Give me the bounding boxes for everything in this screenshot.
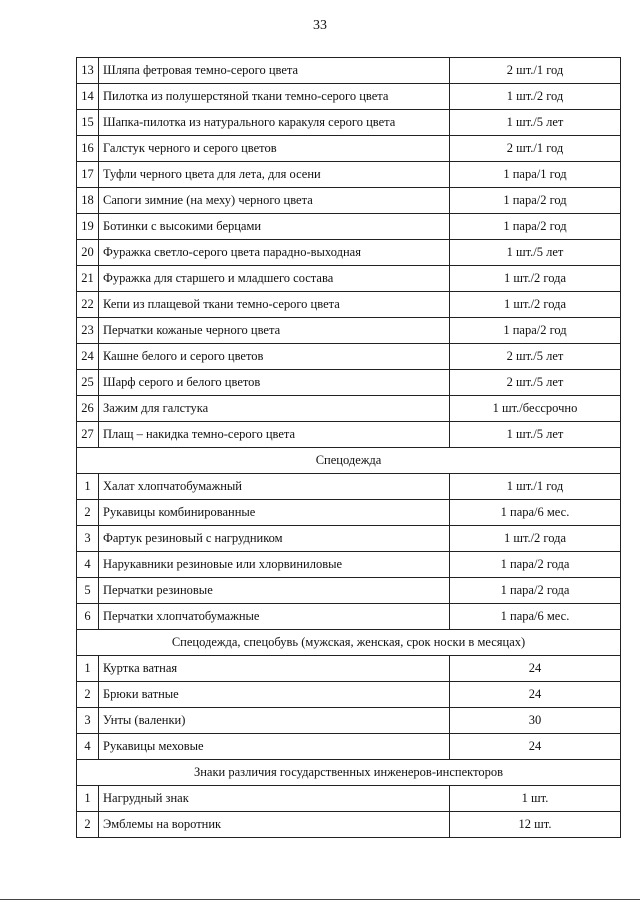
table-row <box>77 84 621 110</box>
item-quantity-term: 2 шт./5 лет <box>450 370 621 396</box>
item-name: Нарукавники резиновые или хлорвиниловые <box>99 552 450 578</box>
section-header-row <box>77 448 621 474</box>
table-row <box>77 136 621 162</box>
item-name: Халат хлопчатобумажный <box>99 474 450 500</box>
item-quantity-term: 1 пара/2 год <box>450 214 621 240</box>
item-name: Шапка-пилотка из натурального каракуля серого цвета <box>99 110 450 136</box>
table-row <box>77 500 621 526</box>
table-row <box>77 214 621 240</box>
item-quantity-term: 1 шт./5 лет <box>450 110 621 136</box>
row-number: 1 <box>77 474 99 500</box>
item-name: Куртка ватная <box>99 656 450 682</box>
table-row <box>77 734 621 760</box>
row-number: 3 <box>77 708 99 734</box>
item-name: Брюки ватные <box>99 682 450 708</box>
item-quantity-term: 1 шт./1 год <box>450 474 621 500</box>
row-number: 2 <box>77 500 99 526</box>
row-number: 4 <box>77 734 99 760</box>
item-quantity-term: 24 <box>450 682 621 708</box>
item-name: Эмблемы на воротник <box>99 812 450 838</box>
item-quantity-term: 1 пара/2 года <box>450 578 621 604</box>
section-title: Знаки различия государственных инженеров-инспекторов <box>77 760 621 786</box>
item-quantity-term: 24 <box>450 734 621 760</box>
row-number: 24 <box>77 344 99 370</box>
item-quantity-term: 1 шт./5 лет <box>450 240 621 266</box>
row-number: 2 <box>77 682 99 708</box>
table-row <box>77 266 621 292</box>
table-row <box>77 344 621 370</box>
table-row <box>77 240 621 266</box>
section-title: Спецодежда <box>77 448 621 474</box>
item-name: Фартук резиновый с нагрудником <box>99 526 450 552</box>
row-number: 16 <box>77 136 99 162</box>
row-number: 5 <box>77 578 99 604</box>
section-header-row <box>77 630 621 656</box>
row-number: 14 <box>77 84 99 110</box>
row-number: 20 <box>77 240 99 266</box>
item-name: Ботинки с высокими берцами <box>99 214 450 240</box>
page-number: 33 <box>313 18 327 33</box>
row-number: 26 <box>77 396 99 422</box>
table-row <box>77 292 621 318</box>
row-number: 13 <box>77 58 99 84</box>
item-name: Туфли черного цвета для лета, для осени <box>99 162 450 188</box>
item-name: Пилотка из полушерстяной ткани темно-серого цвета <box>99 84 450 110</box>
item-name: Перчатки кожаные черного цвета <box>99 318 450 344</box>
table-row <box>77 396 621 422</box>
table-row <box>77 656 621 682</box>
row-number: 3 <box>77 526 99 552</box>
uniform-norms-table <box>76 57 621 838</box>
item-quantity-term: 1 пара/1 год <box>450 162 621 188</box>
row-number: 1 <box>77 786 99 812</box>
item-quantity-term: 1 шт./бессрочно <box>450 396 621 422</box>
item-name: Зажим для галстука <box>99 396 450 422</box>
row-number: 1 <box>77 656 99 682</box>
item-quantity-term: 2 шт./5 лет <box>450 344 621 370</box>
table-row <box>77 110 621 136</box>
row-number: 25 <box>77 370 99 396</box>
table-row <box>77 552 621 578</box>
section-title: Спецодежда, спецобувь (мужская, женская, срок носки в месяцах) <box>77 630 621 656</box>
item-quantity-term: 30 <box>450 708 621 734</box>
table-row <box>77 812 621 838</box>
row-number: 18 <box>77 188 99 214</box>
item-quantity-term: 1 пара/6 мес. <box>450 604 621 630</box>
item-name: Шляпа фетровая темно-серого цвета <box>99 58 450 84</box>
table-row <box>77 188 621 214</box>
item-name: Нагрудный знак <box>99 786 450 812</box>
table-row <box>77 474 621 500</box>
item-quantity-term: 2 шт./1 год <box>450 58 621 84</box>
table-row <box>77 162 621 188</box>
item-quantity-term: 1 шт./5 лет <box>450 422 621 448</box>
table-row <box>77 370 621 396</box>
row-number: 23 <box>77 318 99 344</box>
table-row <box>77 58 621 84</box>
item-name: Кашне белого и серого цветов <box>99 344 450 370</box>
item-quantity-term: 1 пара/2 год <box>450 188 621 214</box>
item-name: Галстук черного и серого цветов <box>99 136 450 162</box>
table-row <box>77 578 621 604</box>
item-name: Кепи из плащевой ткани темно-серого цвета <box>99 292 450 318</box>
item-quantity-term: 1 шт. <box>450 786 621 812</box>
item-quantity-term: 1 шт./2 года <box>450 526 621 552</box>
scan-edge-line <box>0 899 640 900</box>
item-quantity-term: 24 <box>450 656 621 682</box>
table-row <box>77 786 621 812</box>
item-name: Перчатки резиновые <box>99 578 450 604</box>
table-row <box>77 318 621 344</box>
row-number: 15 <box>77 110 99 136</box>
item-quantity-term: 1 шт./2 года <box>450 266 621 292</box>
item-quantity-term: 1 пара/6 мес. <box>450 500 621 526</box>
item-name: Фуражка светло-серого цвета парадно-выходная <box>99 240 450 266</box>
row-number: 17 <box>77 162 99 188</box>
item-quantity-term: 1 шт./2 года <box>450 292 621 318</box>
item-name: Шарф серого и белого цветов <box>99 370 450 396</box>
item-name: Сапоги зимние (на меху) черного цвета <box>99 188 450 214</box>
item-quantity-term: 1 пара/2 года <box>450 552 621 578</box>
table-row <box>77 526 621 552</box>
item-quantity-term: 2 шт./1 год <box>450 136 621 162</box>
row-number: 27 <box>77 422 99 448</box>
table-row <box>77 422 621 448</box>
row-number: 22 <box>77 292 99 318</box>
item-quantity-term: 1 шт./2 год <box>450 84 621 110</box>
table-body <box>77 58 621 838</box>
row-number: 2 <box>77 812 99 838</box>
item-quantity-term: 12 шт. <box>450 812 621 838</box>
row-number: 4 <box>77 552 99 578</box>
row-number: 21 <box>77 266 99 292</box>
section-header-row <box>77 760 621 786</box>
table-row <box>77 708 621 734</box>
item-name: Унты (валенки) <box>99 708 450 734</box>
item-name: Рукавицы комбинированные <box>99 500 450 526</box>
table-row <box>77 682 621 708</box>
item-name: Фуражка для старшего и младшего состава <box>99 266 450 292</box>
table-row <box>77 604 621 630</box>
item-quantity-term: 1 пара/2 год <box>450 318 621 344</box>
row-number: 19 <box>77 214 99 240</box>
item-name: Плащ – накидка темно-серого цвета <box>99 422 450 448</box>
item-name: Рукавицы меховые <box>99 734 450 760</box>
row-number: 6 <box>77 604 99 630</box>
item-name: Перчатки хлопчатобумажные <box>99 604 450 630</box>
